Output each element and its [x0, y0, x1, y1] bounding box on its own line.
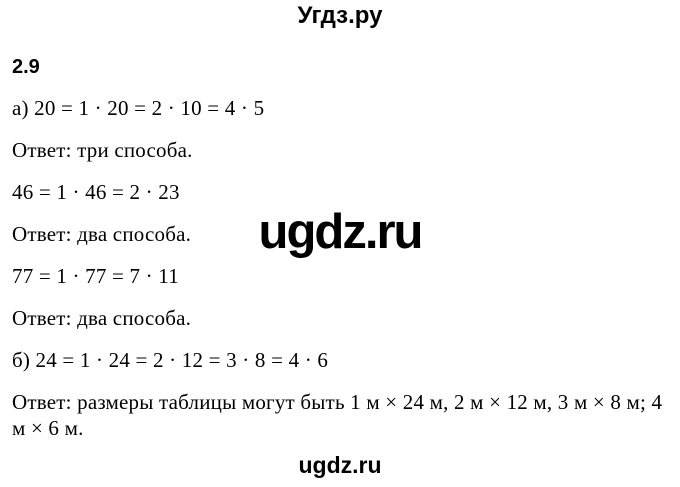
solution-line-answer-3: Ответ: два способа.: [12, 306, 192, 330]
solution-line-answer-1: Ответ: три способа.: [12, 138, 193, 162]
solution-line-answer-2: Ответ: два способа.: [12, 222, 192, 246]
solution-line-answer-4: Ответ: размеры таблицы могут быть 1 м × 24 м, 2 м × 12 м, 3 м × 8 м; 4 м × 6 м.: [12, 390, 663, 440]
problem-number: 2.9: [12, 56, 40, 78]
solution-line-77-factorizations: 77 = 1 · 77 = 7 · 11: [12, 264, 179, 288]
solution-line-a-factorizations: а) 20 = 1 · 20 = 2 · 10 = 4 · 5: [12, 96, 265, 120]
solution-line-b-factorizations: б) 24 = 1 · 24 = 2 · 12 = 3 · 8 = 4 · 6: [12, 348, 329, 372]
footer-logo: ugdz.ru: [298, 452, 382, 478]
solution-line-46-factorizations: 46 = 1 · 46 = 2 · 23: [12, 180, 180, 204]
site-header-logo: Угдз.ру: [297, 2, 383, 29]
watermark-text: ugdz.ru: [258, 205, 422, 259]
